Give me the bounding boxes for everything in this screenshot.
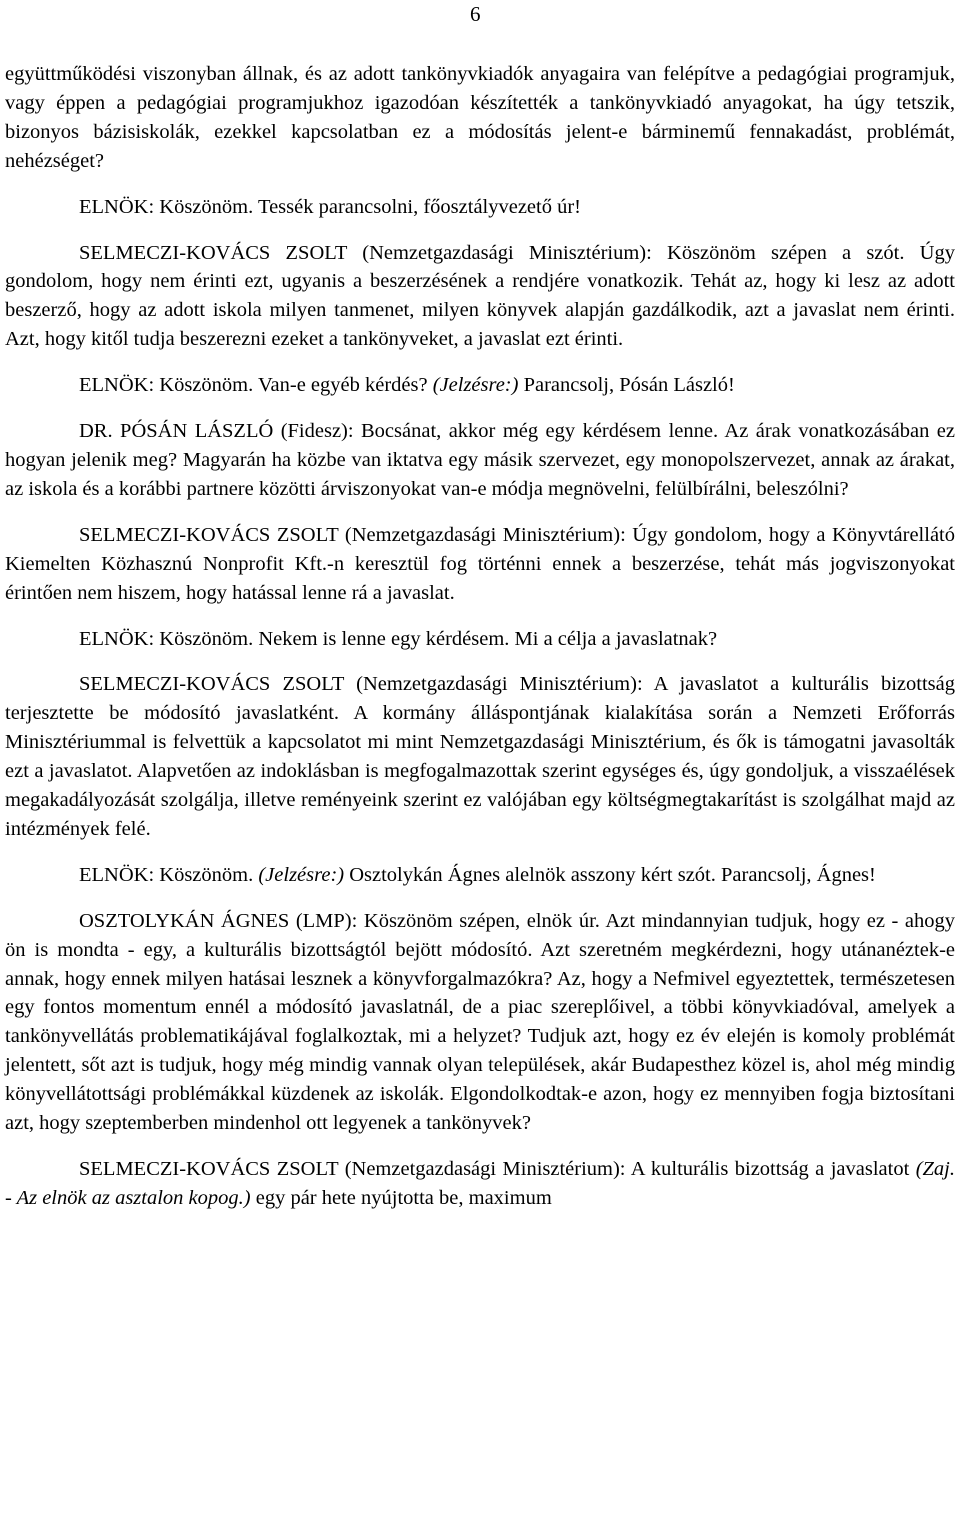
paragraph-text: ELNÖK: Köszönöm. Tessék parancsolni, főosztályvezető úr! bbox=[79, 195, 582, 218]
paragraph bbox=[5, 861, 955, 890]
paragraph bbox=[5, 239, 955, 355]
paragraph-text: SELMECZI-KOVÁCS ZSOLT (Nemzetgazdasági Minisztérium): A kulturális bizottság a javaslatot bbox=[79, 1158, 916, 1180]
paragraph-text: SELMECZI-KOVÁCS ZSOLT (Nemzetgazdasági Minisztérium): Köszönöm szépen a szót. Úgy gondolom, hogy nem érinti ezt, ugyanis a beszerzésének a rendjére vonatkozik. Tehát az, hogy ki lesz az adott beszerző, hogy az adott iskola milyen tanmenet, milyen könyvek alapján gazdálkodik, azt a javaslat nem érinti. Azt, hogy kitől tudja beszerezni ezeket a tankönyveket, a javaslat ezt érinti. bbox=[5, 241, 955, 351]
paragraph-text: Parancsolj, Pósán László! bbox=[518, 374, 735, 397]
document-body bbox=[5, 60, 955, 1213]
stage-direction: (Zaj. - Az elnök az asztalon kopog.) bbox=[5, 1158, 955, 1209]
paragraph-text: SELMECZI-KOVÁCS ZSOLT (Nemzetgazdasági Minisztérium): Úgy gondolom, hogy a Könyvtárellátó Kiemelten Közhasznú Nonprofit Kft.-n keresztül fog történni ennek a beszerzése, tehát más jogviszonyokat érintően nem hiszem, hogy hatással lenne rá a javaslat. bbox=[5, 523, 955, 604]
paragraph-text: Osztolykán Ágnes alelnök asszony kért szót. Parancsolj, Ágnes! bbox=[344, 863, 876, 886]
paragraph bbox=[5, 60, 955, 176]
paragraph-text: ELNÖK: Köszönöm. Nekem is lenne egy kérdésem. Mi a célja a javaslatnak? bbox=[79, 627, 718, 650]
paragraph-text: DR. PÓSÁN LÁSZLÓ (Fidesz): Bocsánat, akkor még egy kérdésem lenne. Az árak vonatkozásában ez hogyan jelenik meg? Magyarán ha közbe van iktatva egy másik szervezet, egy monopolszervezet, annak az árakat, az iskola és a korábbi partnere közötti árviszonyokat van-e módja megnövelni, felülbírálni, beleszólni? bbox=[5, 420, 955, 500]
paragraph bbox=[5, 193, 955, 222]
paragraph bbox=[5, 1155, 955, 1213]
stage-direction: (Jelzésre:) bbox=[258, 863, 345, 886]
paragraph-text: OSZTOLYKÁN ÁGNES (LMP): Köszönöm szépen, elnök úr. Azt mindannyian tudjuk, hogy ez - ahogy ön is mondta - egy, a kulturális bizottságtól bejött módosító. Azt szeretném megkérdezni, hogy utánanéztek-e annak, hogy ennek milyen hatásai lesznek a könyvforgalmazókra? Az, hogy a Nefmivel egyeztettek, természetesen egy fontos momentum ennél a módosító javaslatnál, de a piac szereplőivel, a többi könyvkiadóval, amelyek a tankönyvellátás problematikájával foglalkoztak, mi a helyzet? Tudjuk azt, hogy ez év elején is komoly problémát jelentett, sőt azt is tudjuk, hogy még mindig vannak olyan települések, akár Budapesthez közel is, ahol még mindig könyvellátottsági problémákkal küzdenek az iskolák. Elgondolkodtak-e azon, hogy ez mennyiben fogja biztosítani azt, hogy szeptemberben mindenhol ott legyenek a tankönyvek? bbox=[5, 909, 955, 1135]
paragraph-text: ELNÖK: Köszönöm. bbox=[79, 863, 259, 886]
paragraph bbox=[5, 417, 955, 504]
paragraph bbox=[5, 625, 955, 654]
paragraph-text: ELNÖK: Köszönöm. Van-e egyéb kérdés? bbox=[79, 374, 433, 397]
paragraph bbox=[5, 521, 955, 608]
stage-direction: (Jelzésre:) bbox=[432, 374, 519, 397]
paragraph bbox=[5, 670, 955, 843]
paragraph bbox=[5, 371, 955, 400]
paragraph-text: egy pár hete nyújtotta be, maximum bbox=[250, 1186, 552, 1209]
paragraph bbox=[5, 907, 955, 1138]
paragraph-text: SELMECZI-KOVÁCS ZSOLT (Nemzetgazdasági Minisztérium): A javaslatot a kulturális bizottság terjesztette be módosító javaslatként. A kormány álláspontjának kialakítása során a Nemzeti Erőforrás Minisztériummal is felvettük a kapcsolatot mi mint Nemzetgazdasági Minisztérium, és ők is támogatni javasolták ezt a javaslatot. Alapvetően az indoklásban is megfogalmazottak szerint egységes és, úgy gondoljuk, a visszaélések megakadályozását szolgálja, illetve reményeink szerint ez valójában egy költségmegtakarítást is szolgálhat majd az intézmények felé. bbox=[5, 673, 955, 840]
paragraph-text: együttműködési viszonyban állnak, és az adott tankönyvkiadók anyagaira van felépítve a pedagógiai programjuk, vagy éppen a pedagógiai programjukhoz igazodóan készítették a tankönyvkiadó anyagokat, ha úgy tetszik, bizonyos bázisiskolák, ezekkel kapcsolatban ez a módosítás jelent-e bárminemű fennakadást, problémát, nehézséget? bbox=[5, 63, 955, 172]
page-number: 6 bbox=[470, 2, 481, 26]
